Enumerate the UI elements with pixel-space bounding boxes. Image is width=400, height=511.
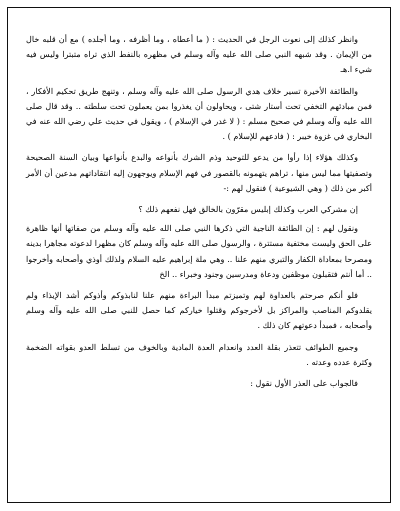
paragraph-6: فلو أنكم صرحتم بالعداوة لهم وتميزتم مبدأ البراءة منهم علنا لنابذوكم وأذوكم أشد الإيذاء ولم يقلدوكم المناصب والمراكز بل لأخرجوكم وقتلوا خياركم كما حصل للنبي صلى الله عليه وآله وسلم وأصحابه ، فمبدأ دعوتهم كان ذلك .	[26, 290, 372, 331]
document-page	[7, 7, 391, 503]
document-body	[26, 32, 372, 397]
paragraph-2: والطائفة الأخيرة تسير خلاف هدي الرسول صلى الله عليه وآله وسلم ، وتنهج طريق تحكيم الأفكار ، فمن مبادئهم التخفي تحت أستار شتى ، ويحاولون أن يغذروا بمن يعملون تحت سلطته .. وقد قال صلى الله عليه وآله وسلم في صحيح مسلم : ( لا غدر في الإسلام ) ، ويقول في حديث علي رضي الله عنه في البخاري في غزوة خيبر : ( فادعهم للإسلام ) .	[26, 85, 372, 142]
paragraph-3: وكذلك هؤلاء إذا رأوا من يدعو للتوحيد وذم الشرك بأنواعه والبدع بأنواعها وبيان السنة الصحيحة وتصفيتها مما ليس منها ، تراهم يتهمونه بالقصور في فهم الإسلام ويوجهون إليه انتقاداتهم مدعين أن الأمر أكبر من ذلك ( وهي الشيوعية ) فنقول لهم :-	[26, 152, 372, 193]
paragraph-8: فالجواب على العذر الأول نقول :	[250, 378, 358, 389]
paragraph-1: وانظر كذلك إلى نعوت الرجل في الحديث : ( ما أعطاه ، وما أظرفه ، وما أجلده ) مع أن قلبه خال من الإيمان . وقد شبهه النبي صلى الله عليه وآله وسلم في مظهره بالنفط الذي تراه متبترا وليس فيه شيء ا.هـ	[26, 34, 372, 75]
paragraph-5: ونقول لهم : إن الطائفة الناجية التي ذكرها النبي صلى الله عليه وآله وسلم من صفاتها أنها ظاهرة على الحق وليست مختفية مستترة ، والرسول صلى الله عليه وآله وسلم كان مظهرا لدعوته مجاهرا بدينه ومصرحا بمعاداة الكفار والتبري منهم علنا .. وهي ملة إبراهيم عليه السلام ولذلك أوذي وأصحابه وأخرجوا .. أما أنتم فتقبلون موظفين ودعاة ومدرسين وجنود وخبراء .. الخ	[26, 223, 372, 279]
paragraph-7: وجميع الطوائف تتعذر بقلة العدد وانعدام العدة المادية وبالخوف من تسلط العدو بقواته الضخمة وكثرة عدده وعدته .	[26, 341, 372, 367]
paragraph-4: إن مشركي العرب وكذلك إبليس مقرّون بالخالق فهل نفعهم ذلك ؟	[138, 204, 358, 215]
